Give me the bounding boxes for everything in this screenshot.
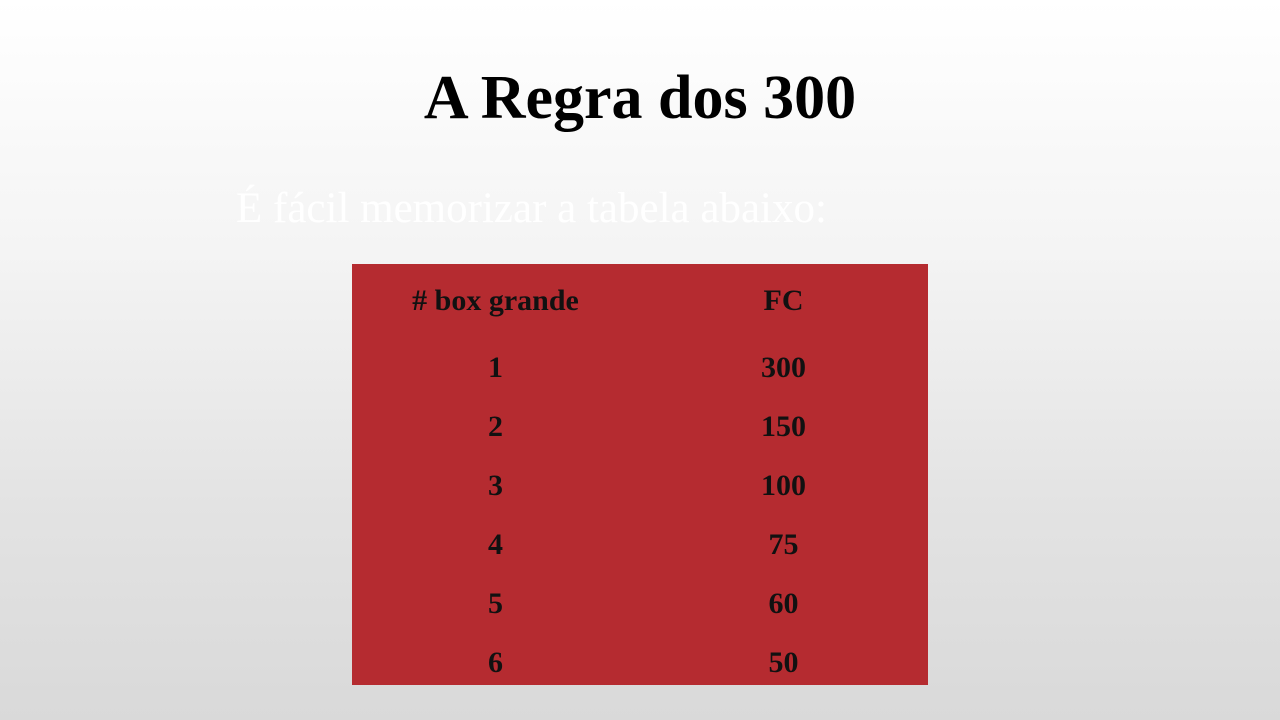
fc-value-cell: 75	[768, 527, 799, 561]
box-count-cell: 5	[488, 586, 503, 620]
fc-table-container	[352, 264, 928, 685]
table-header-row	[352, 264, 928, 338]
table-row	[352, 515, 928, 574]
table-row	[352, 633, 928, 692]
box-count-cell: 1	[488, 350, 503, 384]
fc-value-cell: 150	[761, 409, 806, 443]
fc-value-cell: 300	[761, 350, 806, 384]
fc-table	[352, 264, 928, 692]
fc-value-cell: 50	[768, 645, 799, 679]
table-row	[352, 397, 928, 456]
header-fc: FC	[763, 284, 804, 317]
slide-subtitle: É fácil memorizar a tabela abaixo:	[236, 185, 827, 232]
table-row	[352, 574, 928, 633]
slide-title: A Regra dos 300	[423, 64, 857, 132]
header-box-grande: # box grande	[412, 284, 579, 317]
table-row	[352, 456, 928, 515]
box-count-cell: 2	[488, 409, 503, 443]
table-row	[352, 338, 928, 397]
box-count-cell: 6	[488, 645, 503, 679]
box-count-cell: 4	[488, 527, 503, 561]
fc-value-cell: 60	[768, 586, 799, 620]
box-count-cell: 3	[488, 468, 503, 502]
fc-value-cell: 100	[761, 468, 806, 502]
